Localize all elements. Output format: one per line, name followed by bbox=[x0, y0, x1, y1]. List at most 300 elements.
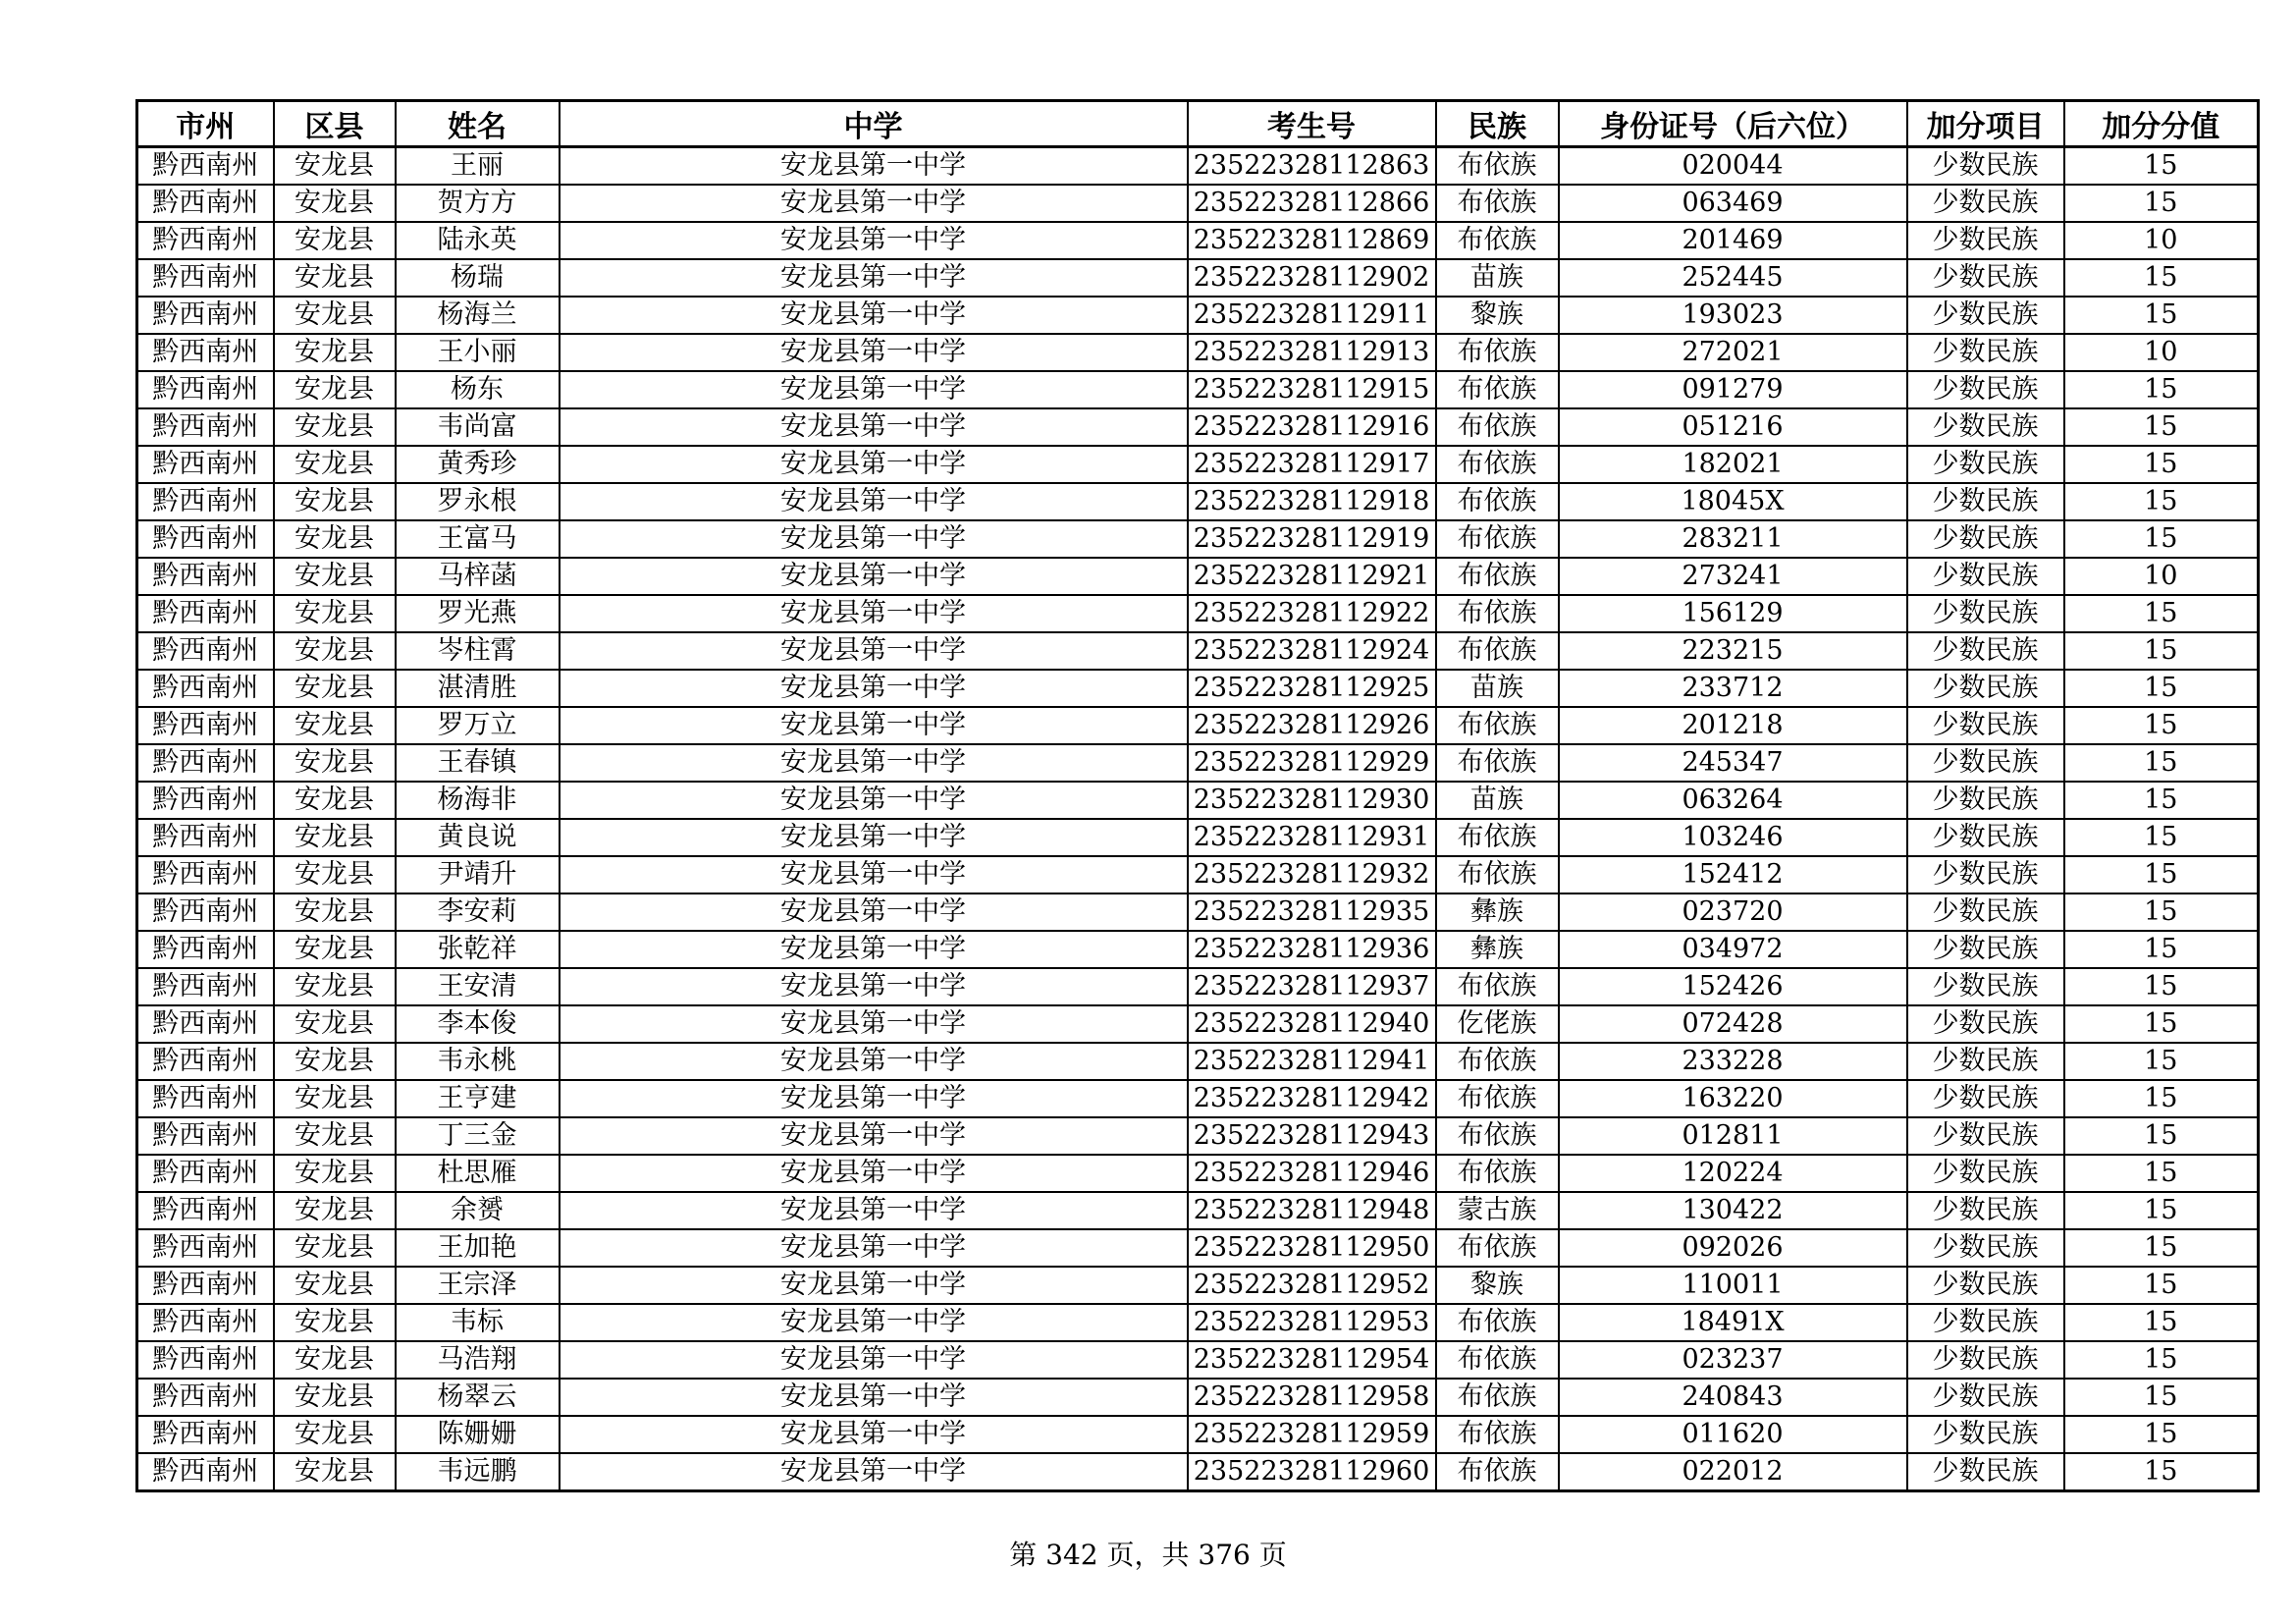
cell-county: 安龙县 bbox=[274, 931, 396, 968]
cell-ethnicity: 黎族 bbox=[1436, 297, 1559, 334]
column-header-exam-number: 考生号 bbox=[1188, 101, 1436, 147]
cell-id-suffix: 011620 bbox=[1559, 1416, 1907, 1453]
cell-bonus-points: 15 bbox=[2064, 1379, 2259, 1416]
cell-exam-number: 23522328112958 bbox=[1188, 1379, 1436, 1416]
cell-school: 安龙县第一中学 bbox=[560, 1416, 1188, 1453]
cell-name: 杨海兰 bbox=[396, 297, 560, 334]
cell-name: 黄秀珍 bbox=[396, 446, 560, 483]
cell-name: 王春镇 bbox=[396, 744, 560, 782]
cell-exam-number: 23522328112863 bbox=[1188, 147, 1436, 186]
cell-school: 安龙县第一中学 bbox=[560, 371, 1188, 408]
cell-id-suffix: 283211 bbox=[1559, 520, 1907, 558]
cell-id-suffix: 223215 bbox=[1559, 632, 1907, 670]
cell-name: 马浩翔 bbox=[396, 1341, 560, 1379]
cell-school: 安龙县第一中学 bbox=[560, 595, 1188, 632]
cell-school: 安龙县第一中学 bbox=[560, 632, 1188, 670]
cell-bonus-points: 15 bbox=[2064, 483, 2259, 520]
cell-bonus-points: 15 bbox=[2064, 595, 2259, 632]
cell-id-suffix: 072428 bbox=[1559, 1005, 1907, 1043]
cell-name: 尹靖升 bbox=[396, 856, 560, 893]
cell-county: 安龙县 bbox=[274, 819, 396, 856]
cell-school: 安龙县第一中学 bbox=[560, 147, 1188, 186]
cell-school: 安龙县第一中学 bbox=[560, 968, 1188, 1005]
cell-exam-number: 23522328112950 bbox=[1188, 1229, 1436, 1267]
cell-exam-number: 23522328112902 bbox=[1188, 259, 1436, 297]
cell-id-suffix: 245347 bbox=[1559, 744, 1907, 782]
cell-id-suffix: 252445 bbox=[1559, 259, 1907, 297]
cell-exam-number: 23522328112948 bbox=[1188, 1192, 1436, 1229]
cell-ethnicity: 布依族 bbox=[1436, 1379, 1559, 1416]
cell-school: 安龙县第一中学 bbox=[560, 782, 1188, 819]
cell-bonus-points: 15 bbox=[2064, 1117, 2259, 1155]
table-row bbox=[137, 968, 2259, 1005]
cell-school: 安龙县第一中学 bbox=[560, 819, 1188, 856]
cell-county: 安龙县 bbox=[274, 334, 396, 371]
cell-bonus-item: 少数民族 bbox=[1907, 1080, 2064, 1117]
cell-name: 王亨建 bbox=[396, 1080, 560, 1117]
cell-city: 黔西南州 bbox=[137, 147, 274, 186]
cell-id-suffix: 120224 bbox=[1559, 1155, 1907, 1192]
cell-name: 韦远鹏 bbox=[396, 1453, 560, 1491]
cell-city: 黔西南州 bbox=[137, 1155, 274, 1192]
cell-county: 安龙县 bbox=[274, 185, 396, 222]
cell-bonus-item: 少数民族 bbox=[1907, 1155, 2064, 1192]
cell-city: 黔西南州 bbox=[137, 483, 274, 520]
cell-city: 黔西南州 bbox=[137, 334, 274, 371]
cell-bonus-points: 15 bbox=[2064, 1416, 2259, 1453]
cell-bonus-item: 少数民族 bbox=[1907, 782, 2064, 819]
cell-city: 黔西南州 bbox=[137, 1379, 274, 1416]
cell-bonus-points: 15 bbox=[2064, 931, 2259, 968]
cell-ethnicity: 布依族 bbox=[1436, 707, 1559, 744]
cell-bonus-item: 少数民族 bbox=[1907, 222, 2064, 259]
cell-name: 王安清 bbox=[396, 968, 560, 1005]
cell-city: 黔西南州 bbox=[137, 297, 274, 334]
cell-bonus-points: 10 bbox=[2064, 558, 2259, 595]
cell-ethnicity: 蒙古族 bbox=[1436, 1192, 1559, 1229]
cell-id-suffix: 103246 bbox=[1559, 819, 1907, 856]
cell-id-suffix: 156129 bbox=[1559, 595, 1907, 632]
cell-name: 罗永根 bbox=[396, 483, 560, 520]
cell-bonus-points: 10 bbox=[2064, 222, 2259, 259]
cell-exam-number: 23522328112911 bbox=[1188, 297, 1436, 334]
cell-bonus-points: 15 bbox=[2064, 1453, 2259, 1491]
table-row bbox=[137, 1155, 2259, 1192]
cell-city: 黔西南州 bbox=[137, 632, 274, 670]
cell-id-suffix: 063264 bbox=[1559, 782, 1907, 819]
cell-bonus-item: 少数民族 bbox=[1907, 1453, 2064, 1491]
table-row bbox=[137, 1379, 2259, 1416]
cell-county: 安龙县 bbox=[274, 558, 396, 595]
cell-ethnicity: 布依族 bbox=[1436, 147, 1559, 186]
cell-bonus-item: 少数民族 bbox=[1907, 446, 2064, 483]
cell-ethnicity: 仡佬族 bbox=[1436, 1005, 1559, 1043]
table-row bbox=[137, 782, 2259, 819]
cell-city: 黔西南州 bbox=[137, 931, 274, 968]
cell-county: 安龙县 bbox=[274, 408, 396, 446]
cell-ethnicity: 布依族 bbox=[1436, 1117, 1559, 1155]
table-row bbox=[137, 371, 2259, 408]
cell-city: 黔西南州 bbox=[137, 782, 274, 819]
cell-city: 黔西南州 bbox=[137, 1267, 274, 1304]
table-row bbox=[137, 1043, 2259, 1080]
cell-county: 安龙县 bbox=[274, 1229, 396, 1267]
cell-bonus-points: 15 bbox=[2064, 707, 2259, 744]
cell-school: 安龙县第一中学 bbox=[560, 446, 1188, 483]
cell-city: 黔西南州 bbox=[137, 1192, 274, 1229]
cell-exam-number: 23522328112954 bbox=[1188, 1341, 1436, 1379]
cell-name: 罗万立 bbox=[396, 707, 560, 744]
cell-bonus-item: 少数民族 bbox=[1907, 595, 2064, 632]
cell-exam-number: 23522328112932 bbox=[1188, 856, 1436, 893]
cell-name: 杜思雁 bbox=[396, 1155, 560, 1192]
cell-exam-number: 23522328112960 bbox=[1188, 1453, 1436, 1491]
cell-school: 安龙县第一中学 bbox=[560, 408, 1188, 446]
cell-bonus-points: 15 bbox=[2064, 744, 2259, 782]
cell-ethnicity: 布依族 bbox=[1436, 1229, 1559, 1267]
cell-school: 安龙县第一中学 bbox=[560, 707, 1188, 744]
cell-exam-number: 23522328112930 bbox=[1188, 782, 1436, 819]
cell-exam-number: 23522328112921 bbox=[1188, 558, 1436, 595]
cell-id-suffix: 023237 bbox=[1559, 1341, 1907, 1379]
cell-bonus-points: 15 bbox=[2064, 297, 2259, 334]
cell-bonus-item: 少数民族 bbox=[1907, 1341, 2064, 1379]
cell-exam-number: 23522328112915 bbox=[1188, 371, 1436, 408]
cell-ethnicity: 苗族 bbox=[1436, 782, 1559, 819]
cell-bonus-points: 15 bbox=[2064, 408, 2259, 446]
cell-bonus-points: 15 bbox=[2064, 1341, 2259, 1379]
cell-county: 安龙县 bbox=[274, 1005, 396, 1043]
cell-bonus-item: 少数民族 bbox=[1907, 632, 2064, 670]
cell-school: 安龙县第一中学 bbox=[560, 931, 1188, 968]
cell-county: 安龙县 bbox=[274, 968, 396, 1005]
cell-name: 陈姗姗 bbox=[396, 1416, 560, 1453]
cell-exam-number: 23522328112924 bbox=[1188, 632, 1436, 670]
cell-id-suffix: 18045X bbox=[1559, 483, 1907, 520]
cell-city: 黔西南州 bbox=[137, 520, 274, 558]
cell-county: 安龙县 bbox=[274, 520, 396, 558]
table-row bbox=[137, 483, 2259, 520]
cell-city: 黔西南州 bbox=[137, 670, 274, 707]
cell-county: 安龙县 bbox=[274, 1379, 396, 1416]
cell-ethnicity: 布依族 bbox=[1436, 222, 1559, 259]
cell-id-suffix: 063469 bbox=[1559, 185, 1907, 222]
cell-ethnicity: 布依族 bbox=[1436, 1080, 1559, 1117]
cell-county: 安龙县 bbox=[274, 1155, 396, 1192]
cell-school: 安龙县第一中学 bbox=[560, 558, 1188, 595]
cell-name: 王加艳 bbox=[396, 1229, 560, 1267]
cell-county: 安龙县 bbox=[274, 744, 396, 782]
cell-city: 黔西南州 bbox=[137, 1453, 274, 1491]
cell-ethnicity: 苗族 bbox=[1436, 259, 1559, 297]
cell-ethnicity: 布依族 bbox=[1436, 1043, 1559, 1080]
table-row bbox=[137, 1229, 2259, 1267]
column-header-name: 姓名 bbox=[396, 101, 560, 147]
cell-city: 黔西南州 bbox=[137, 968, 274, 1005]
cell-city: 黔西南州 bbox=[137, 893, 274, 931]
table-row bbox=[137, 222, 2259, 259]
cell-school: 安龙县第一中学 bbox=[560, 1192, 1188, 1229]
cell-name: 岑柱霄 bbox=[396, 632, 560, 670]
cell-school: 安龙县第一中学 bbox=[560, 334, 1188, 371]
cell-school: 安龙县第一中学 bbox=[560, 483, 1188, 520]
cell-city: 黔西南州 bbox=[137, 1304, 274, 1341]
cell-bonus-points: 15 bbox=[2064, 968, 2259, 1005]
cell-name: 湛清胜 bbox=[396, 670, 560, 707]
cell-ethnicity: 彝族 bbox=[1436, 931, 1559, 968]
cell-exam-number: 23522328112866 bbox=[1188, 185, 1436, 222]
table-row bbox=[137, 1117, 2259, 1155]
cell-city: 黔西南州 bbox=[137, 408, 274, 446]
table-row bbox=[137, 334, 2259, 371]
cell-bonus-points: 15 bbox=[2064, 185, 2259, 222]
cell-city: 黔西南州 bbox=[137, 1341, 274, 1379]
cell-bonus-item: 少数民族 bbox=[1907, 1229, 2064, 1267]
cell-id-suffix: 193023 bbox=[1559, 297, 1907, 334]
cell-exam-number: 23522328112869 bbox=[1188, 222, 1436, 259]
table-row bbox=[137, 408, 2259, 446]
cell-ethnicity: 布依族 bbox=[1436, 408, 1559, 446]
cell-bonus-item: 少数民族 bbox=[1907, 558, 2064, 595]
cell-city: 黔西南州 bbox=[137, 819, 274, 856]
cell-id-suffix: 233228 bbox=[1559, 1043, 1907, 1080]
cell-exam-number: 23522328112940 bbox=[1188, 1005, 1436, 1043]
column-header-city: 市州 bbox=[137, 101, 274, 147]
cell-bonus-item: 少数民族 bbox=[1907, 259, 2064, 297]
table-row bbox=[137, 1453, 2259, 1491]
table-row bbox=[137, 1005, 2259, 1043]
cell-ethnicity: 布依族 bbox=[1436, 744, 1559, 782]
table-row bbox=[137, 520, 2259, 558]
cell-city: 黔西南州 bbox=[137, 222, 274, 259]
cell-bonus-points: 10 bbox=[2064, 334, 2259, 371]
cell-bonus-points: 15 bbox=[2064, 819, 2259, 856]
cell-county: 安龙县 bbox=[274, 1453, 396, 1491]
cell-bonus-item: 少数民族 bbox=[1907, 408, 2064, 446]
cell-bonus-points: 15 bbox=[2064, 782, 2259, 819]
cell-bonus-item: 少数民族 bbox=[1907, 1267, 2064, 1304]
table-row bbox=[137, 1416, 2259, 1453]
cell-exam-number: 23522328112925 bbox=[1188, 670, 1436, 707]
cell-county: 安龙县 bbox=[274, 483, 396, 520]
cell-bonus-item: 少数民族 bbox=[1907, 297, 2064, 334]
cell-id-suffix: 034972 bbox=[1559, 931, 1907, 968]
cell-city: 黔西南州 bbox=[137, 259, 274, 297]
cell-city: 黔西南州 bbox=[137, 1080, 274, 1117]
cell-name: 余赟 bbox=[396, 1192, 560, 1229]
column-header-id-suffix: 身份证号（后六位） bbox=[1559, 101, 1907, 147]
cell-id-suffix: 182021 bbox=[1559, 446, 1907, 483]
cell-bonus-points: 15 bbox=[2064, 1229, 2259, 1267]
cell-name: 张乾祥 bbox=[396, 931, 560, 968]
cell-exam-number: 23522328112926 bbox=[1188, 707, 1436, 744]
table-row bbox=[137, 1341, 2259, 1379]
cell-county: 安龙县 bbox=[274, 856, 396, 893]
cell-city: 黔西南州 bbox=[137, 371, 274, 408]
cell-id-suffix: 012811 bbox=[1559, 1117, 1907, 1155]
cell-county: 安龙县 bbox=[274, 670, 396, 707]
cell-name: 杨海非 bbox=[396, 782, 560, 819]
cell-bonus-points: 15 bbox=[2064, 259, 2259, 297]
cell-name: 韦标 bbox=[396, 1304, 560, 1341]
table-row bbox=[137, 931, 2259, 968]
cell-name: 杨东 bbox=[396, 371, 560, 408]
cell-name: 王宗泽 bbox=[396, 1267, 560, 1304]
cell-school: 安龙县第一中学 bbox=[560, 1304, 1188, 1341]
table-row bbox=[137, 185, 2259, 222]
cell-school: 安龙县第一中学 bbox=[560, 222, 1188, 259]
table-row bbox=[137, 707, 2259, 744]
cell-id-suffix: 051216 bbox=[1559, 408, 1907, 446]
cell-bonus-item: 少数民族 bbox=[1907, 371, 2064, 408]
cell-bonus-points: 15 bbox=[2064, 856, 2259, 893]
cell-ethnicity: 布依族 bbox=[1436, 856, 1559, 893]
header-row bbox=[137, 101, 2259, 147]
cell-city: 黔西南州 bbox=[137, 707, 274, 744]
cell-bonus-item: 少数民族 bbox=[1907, 968, 2064, 1005]
cell-exam-number: 23522328112941 bbox=[1188, 1043, 1436, 1080]
cell-city: 黔西南州 bbox=[137, 744, 274, 782]
cell-id-suffix: 240843 bbox=[1559, 1379, 1907, 1416]
table-row bbox=[137, 1304, 2259, 1341]
cell-bonus-item: 少数民族 bbox=[1907, 1416, 2064, 1453]
cell-id-suffix: 163220 bbox=[1559, 1080, 1907, 1117]
cell-id-suffix: 022012 bbox=[1559, 1453, 1907, 1491]
cell-name: 韦永桃 bbox=[396, 1043, 560, 1080]
cell-bonus-points: 15 bbox=[2064, 371, 2259, 408]
cell-county: 安龙县 bbox=[274, 1043, 396, 1080]
cell-city: 黔西南州 bbox=[137, 446, 274, 483]
cell-ethnicity: 布依族 bbox=[1436, 1155, 1559, 1192]
cell-county: 安龙县 bbox=[274, 1267, 396, 1304]
cell-ethnicity: 布依族 bbox=[1436, 632, 1559, 670]
cell-exam-number: 23522328112917 bbox=[1188, 446, 1436, 483]
cell-bonus-item: 少数民族 bbox=[1907, 147, 2064, 186]
column-header-school: 中学 bbox=[560, 101, 1188, 147]
cell-exam-number: 23522328112916 bbox=[1188, 408, 1436, 446]
cell-ethnicity: 黎族 bbox=[1436, 1267, 1559, 1304]
table-row bbox=[137, 744, 2259, 782]
cell-school: 安龙县第一中学 bbox=[560, 744, 1188, 782]
cell-ethnicity: 布依族 bbox=[1436, 185, 1559, 222]
cell-county: 安龙县 bbox=[274, 147, 396, 186]
cell-bonus-item: 少数民族 bbox=[1907, 1005, 2064, 1043]
cell-city: 黔西南州 bbox=[137, 1005, 274, 1043]
column-header-bonus-points: 加分分值 bbox=[2064, 101, 2259, 147]
cell-bonus-points: 15 bbox=[2064, 893, 2259, 931]
cell-bonus-points: 15 bbox=[2064, 446, 2259, 483]
cell-bonus-item: 少数民族 bbox=[1907, 185, 2064, 222]
cell-id-suffix: 130422 bbox=[1559, 1192, 1907, 1229]
column-header-county: 区县 bbox=[274, 101, 396, 147]
cell-bonus-item: 少数民族 bbox=[1907, 670, 2064, 707]
cell-school: 安龙县第一中学 bbox=[560, 1267, 1188, 1304]
cell-id-suffix: 091279 bbox=[1559, 371, 1907, 408]
cell-bonus-points: 15 bbox=[2064, 1155, 2259, 1192]
cell-city: 黔西南州 bbox=[137, 856, 274, 893]
cell-bonus-points: 15 bbox=[2064, 1005, 2259, 1043]
cell-ethnicity: 布依族 bbox=[1436, 819, 1559, 856]
cell-exam-number: 23522328112919 bbox=[1188, 520, 1436, 558]
cell-exam-number: 23522328112913 bbox=[1188, 334, 1436, 371]
cell-bonus-points: 15 bbox=[2064, 1267, 2259, 1304]
cell-exam-number: 23522328112946 bbox=[1188, 1155, 1436, 1192]
cell-county: 安龙县 bbox=[274, 1080, 396, 1117]
cell-bonus-points: 15 bbox=[2064, 520, 2259, 558]
cell-bonus-item: 少数民族 bbox=[1907, 819, 2064, 856]
cell-county: 安龙县 bbox=[274, 446, 396, 483]
table-row bbox=[137, 632, 2259, 670]
cell-ethnicity: 布依族 bbox=[1436, 446, 1559, 483]
cell-school: 安龙县第一中学 bbox=[560, 1080, 1188, 1117]
cell-county: 安龙县 bbox=[274, 595, 396, 632]
cell-school: 安龙县第一中学 bbox=[560, 1229, 1188, 1267]
cell-bonus-item: 少数民族 bbox=[1907, 334, 2064, 371]
cell-school: 安龙县第一中学 bbox=[560, 1453, 1188, 1491]
table-row bbox=[137, 558, 2259, 595]
cell-bonus-item: 少数民族 bbox=[1907, 1304, 2064, 1341]
cell-id-suffix: 152412 bbox=[1559, 856, 1907, 893]
cell-name: 杨瑞 bbox=[396, 259, 560, 297]
cell-ethnicity: 布依族 bbox=[1436, 520, 1559, 558]
cell-bonus-item: 少数民族 bbox=[1907, 893, 2064, 931]
cell-bonus-points: 15 bbox=[2064, 1304, 2259, 1341]
cell-school: 安龙县第一中学 bbox=[560, 893, 1188, 931]
cell-bonus-item: 少数民族 bbox=[1907, 1117, 2064, 1155]
column-header-bonus-item: 加分项目 bbox=[1907, 101, 2064, 147]
cell-name: 李本俊 bbox=[396, 1005, 560, 1043]
cell-bonus-points: 15 bbox=[2064, 1043, 2259, 1080]
cell-bonus-item: 少数民族 bbox=[1907, 744, 2064, 782]
cell-name: 罗光燕 bbox=[396, 595, 560, 632]
table-row bbox=[137, 259, 2259, 297]
cell-name: 马梓菡 bbox=[396, 558, 560, 595]
table-row bbox=[137, 819, 2259, 856]
column-header-ethnicity: 民族 bbox=[1436, 101, 1559, 147]
cell-id-suffix: 152426 bbox=[1559, 968, 1907, 1005]
cell-ethnicity: 布依族 bbox=[1436, 1341, 1559, 1379]
cell-ethnicity: 布依族 bbox=[1436, 1304, 1559, 1341]
table-body bbox=[137, 147, 2259, 1491]
cell-school: 安龙县第一中学 bbox=[560, 185, 1188, 222]
cell-bonus-points: 15 bbox=[2064, 147, 2259, 186]
cell-name: 王丽 bbox=[396, 147, 560, 186]
cell-exam-number: 23522328112918 bbox=[1188, 483, 1436, 520]
cell-school: 安龙县第一中学 bbox=[560, 1155, 1188, 1192]
table-row bbox=[137, 856, 2259, 893]
cell-bonus-item: 少数民族 bbox=[1907, 1379, 2064, 1416]
cell-city: 黔西南州 bbox=[137, 1416, 274, 1453]
score-bonus-table bbox=[135, 99, 2260, 1492]
cell-bonus-points: 15 bbox=[2064, 632, 2259, 670]
cell-county: 安龙县 bbox=[274, 893, 396, 931]
cell-exam-number: 23522328112952 bbox=[1188, 1267, 1436, 1304]
cell-school: 安龙县第一中学 bbox=[560, 670, 1188, 707]
cell-exam-number: 23522328112922 bbox=[1188, 595, 1436, 632]
cell-id-suffix: 020044 bbox=[1559, 147, 1907, 186]
cell-exam-number: 23522328112937 bbox=[1188, 968, 1436, 1005]
cell-city: 黔西南州 bbox=[137, 595, 274, 632]
cell-county: 安龙县 bbox=[274, 782, 396, 819]
cell-id-suffix: 273241 bbox=[1559, 558, 1907, 595]
cell-id-suffix: 272021 bbox=[1559, 334, 1907, 371]
cell-name: 贺方方 bbox=[396, 185, 560, 222]
table-row bbox=[137, 670, 2259, 707]
table-row bbox=[137, 595, 2259, 632]
cell-ethnicity: 布依族 bbox=[1436, 334, 1559, 371]
cell-name: 黄良说 bbox=[396, 819, 560, 856]
cell-city: 黔西南州 bbox=[137, 185, 274, 222]
